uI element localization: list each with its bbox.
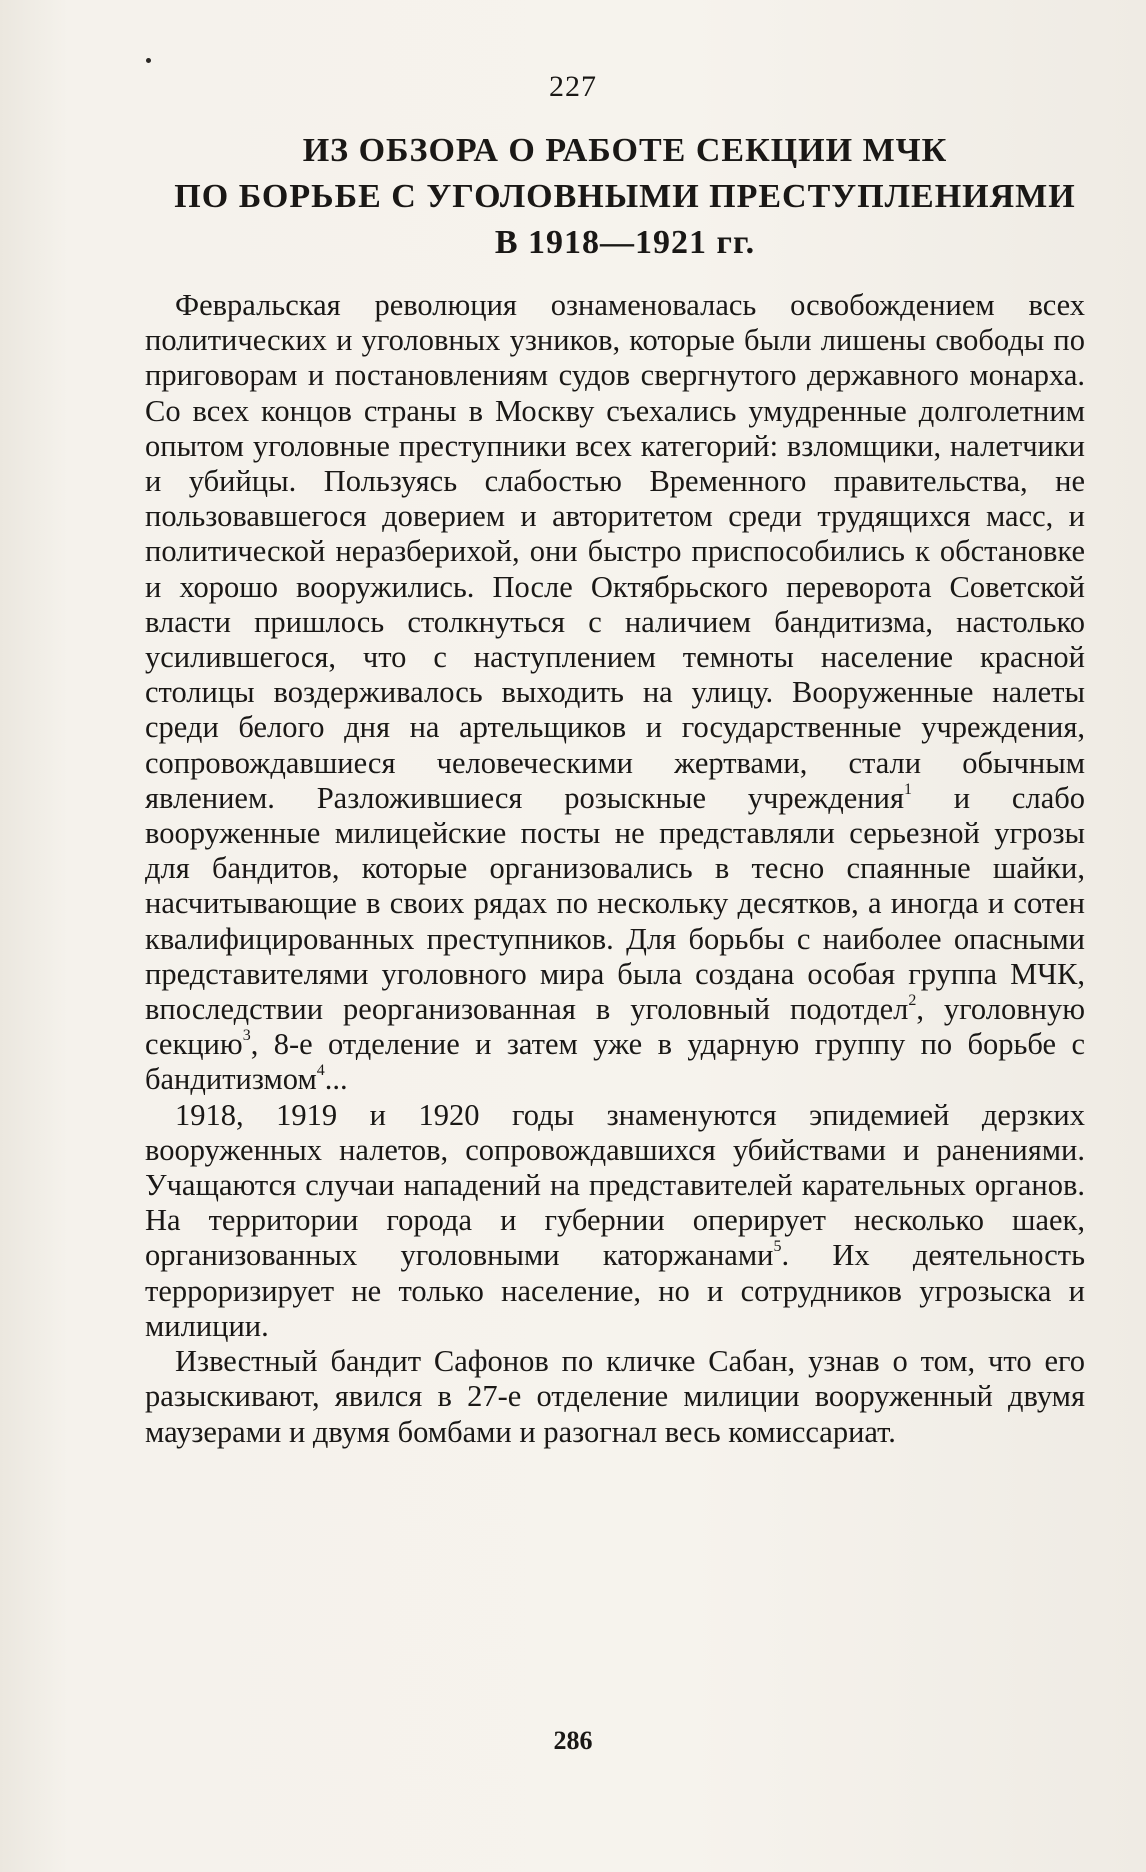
document-title <box>150 128 1100 266</box>
body-text <box>145 288 1085 1450</box>
text-segment: 1918, 1919 и 1920 годы знаменуются эпидемией дерзких вооруженных налетов, сопровождавшихся убийствами и ранениями. Учащаются случаи нападений на представителей карательных органов. На территории города и губернии оперирует несколько шаек, организованных уголовными каторжанами <box>145 1097 1085 1273</box>
document-number: 227 <box>549 70 597 103</box>
paragraph-2 <box>145 1098 1085 1344</box>
text-segment: ... <box>324 1062 348 1097</box>
text-segment: и слабо вооруженные милицейские посты не представляли серьезной угрозы для бандитов, которые организовались в тесно спаянные шайки, насчитывающие в своих рядах по нескольку десятков, а иногда и сотен квалифицированных преступников. Для борьбы с наиболее опасными представителями уголовного мира была создана особая группа МЧК, впоследствии реорганизованная в уголовный подотдел <box>145 780 1085 1027</box>
footnote-mark: 3 <box>242 1027 251 1045</box>
footnote-mark: 4 <box>316 1062 325 1080</box>
title-line: ПО БОРЬБЕ С УГОЛОВНЫМИ ПРЕСТУПЛЕНИЯМИ <box>174 178 1076 215</box>
paragraph-3 <box>145 1344 1085 1450</box>
paragraph-1 <box>145 288 1085 1098</box>
text-segment: Известный бандит Сафонов по кличке Сабан, узнав о том, что его разыскивают, явился в 27-е отделение милиции вооруженный двумя маузерами и двумя бомбами и разогнал весь комиссариат. <box>145 1344 1085 1449</box>
text-segment: . Их деятельность терроризирует не только население, но и сотрудников угрозыска и милиции. <box>145 1238 1086 1343</box>
footnote-mark: 2 <box>908 992 917 1010</box>
print-speck <box>146 58 151 63</box>
text-segment: , 8-е отделение и затем уже в ударную группу по борьбе с бандитизмом <box>145 1027 1085 1097</box>
page-number: 286 <box>553 1726 593 1755</box>
text-segment: Февральская революция ознаменовалась освобождением всех политических и уголовных узников, которые были лишены свободы по приговорам и постановлениям судов свергнутого державного монарха. Со всех концов страны в Москву съехались умудренные долголетним опытом уголовные преступники всех категорий: взломщики, налетчики и убийцы. Пользуясь слабостью Временного правительства, не пользовавшегося доверием и авторитетом среди трудящихся масс, и политической неразберихой, они быстро приспособились к обстановке и хорошо вооружились. После Октябрьского переворота Советской власти пришлось столкнуться с наличием бандитизма, настолько усилившегося, что с наступлением темноты население красной столицы воздерживалось выходить на улицу. Вооруженные налеты среди белого дня на артельщиков и государственные учреждения, сопровождавшиеся человеческими жертвами, стали обычным явлением. Разложившиеся розыскные учреждения <box>145 288 1085 815</box>
text-segment: , уголовную секцию <box>145 992 1086 1062</box>
title-line: В 1918—1921 гг. <box>494 224 756 261</box>
footnote-mark: 1 <box>903 780 912 798</box>
title-line: ИЗ ОБЗОРА О РАБОТЕ СЕКЦИИ МЧК <box>302 132 948 169</box>
footnote-mark: 5 <box>773 1238 782 1256</box>
